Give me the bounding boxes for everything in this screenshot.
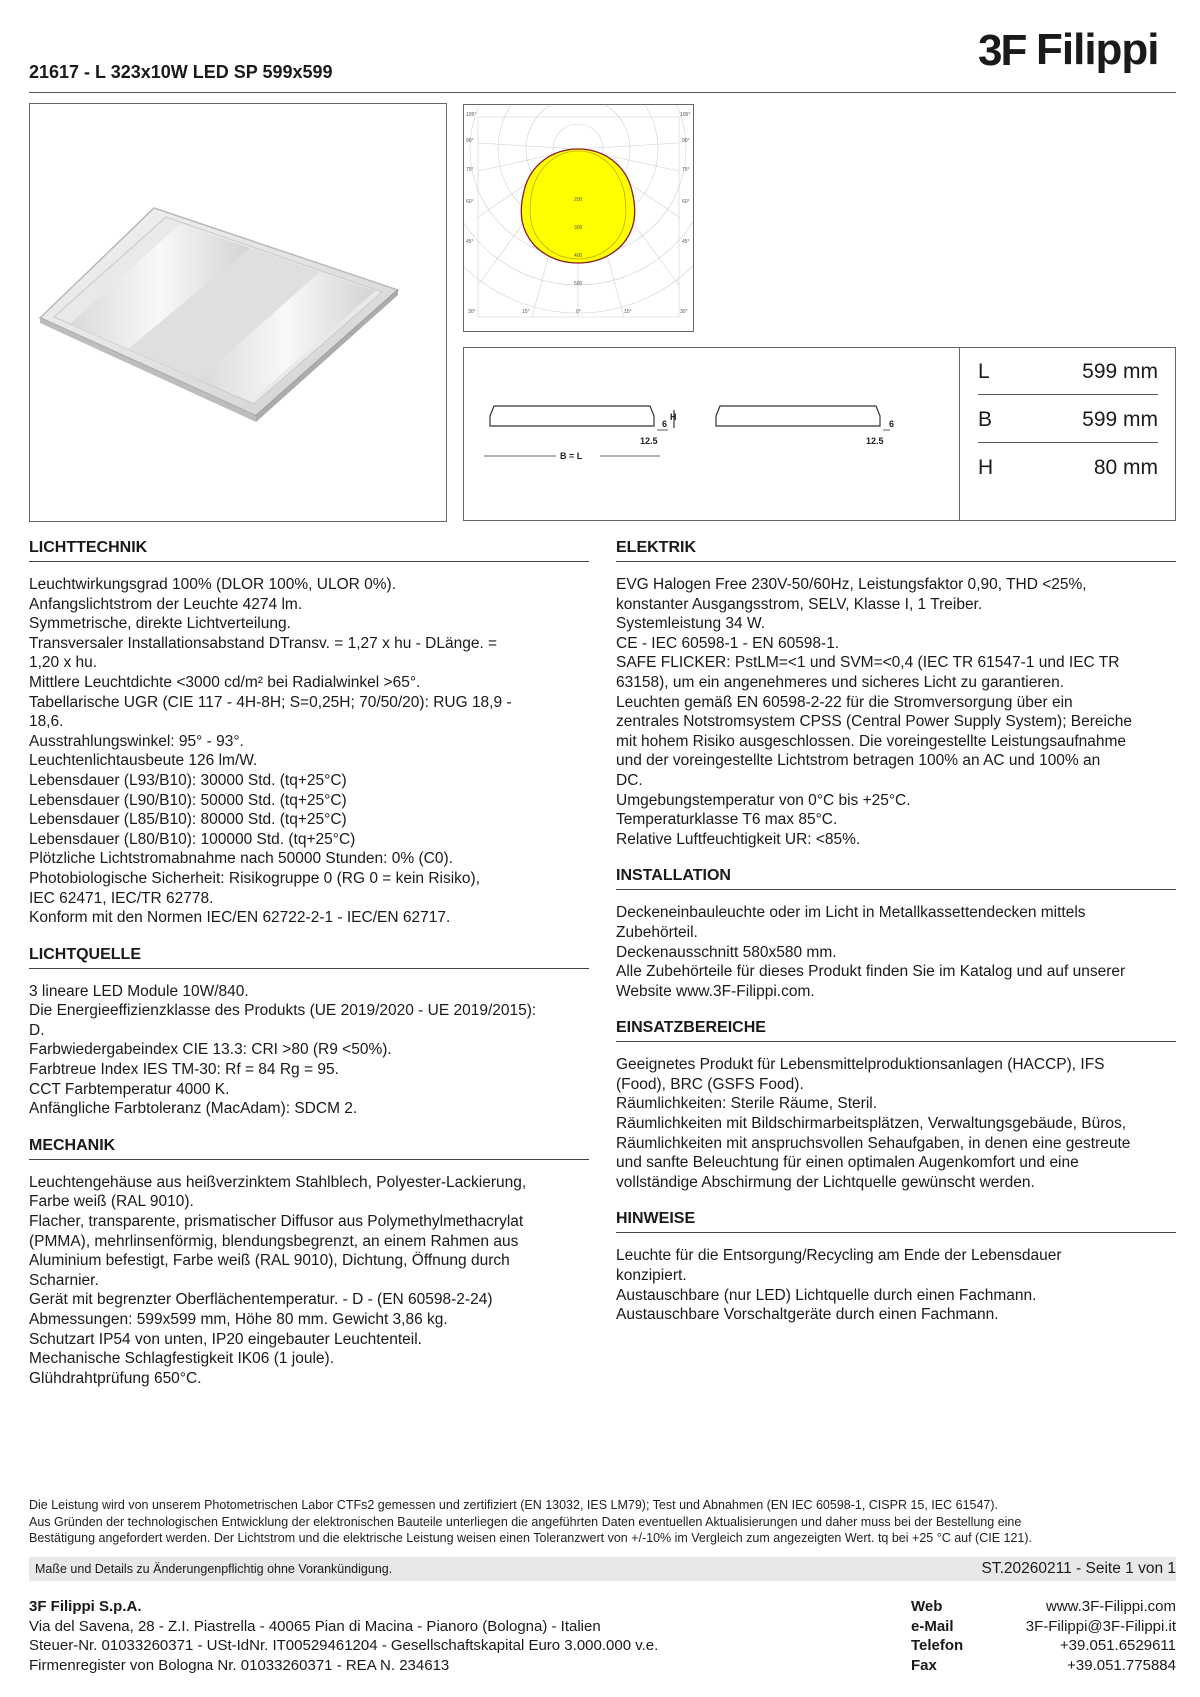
section-line: CE - IEC 60598-1 - EN 60598-1. — [616, 634, 840, 652]
polar-angle-label: 60° — [466, 199, 474, 205]
section-line: Lebensdauer (L90/B10): 50000 Std. (tq+25°C) — [29, 791, 347, 809]
company-tax-info: Steuer-Nr. 01033260371 - USt-IdNr. IT00529461204 - Gesellschaftskapital Euro 3.000.000 v.e. — [29, 1637, 659, 1654]
section-line: Symmetrische, direkte Lichtverteilung. — [29, 615, 291, 633]
section-line: Anfängliche Farbtoleranz (MacAdam): SDCM 2. — [29, 1100, 358, 1118]
disclaimer-text: Maße und Details zu Änderungenpflichtig ohne Vorankündigung. — [35, 1562, 393, 1576]
luminaire-illustration — [30, 104, 446, 521]
section-line: Photobiologische Sicherheit: Risikogruppe 0 (RG 0 = kein Risiko), — [29, 869, 481, 887]
dimension-value: 599 mm — [1082, 408, 1158, 431]
section-line: Lebensdauer (L85/B10): 80000 Std. (tq+25°C) — [29, 811, 347, 829]
polar-radial-label: 200 — [574, 197, 583, 203]
section-title: MECHANIK — [29, 1133, 589, 1160]
footer-note-line: Bestätigung angefordert werden. Der Lichtstrom und die elektrische Leistung weisen einen Toleranzwert von +/-10% im Vergleich zum angezeigten Wert. tq bei +25 °C auf (CIE 121). — [29, 1531, 1033, 1545]
section-body — [616, 562, 1176, 849]
section-body — [29, 1160, 589, 1389]
section-line: Konform mit den Normen IEC/EN 62722-2-1 - IEC/EN 62717. — [29, 909, 451, 927]
dimension-label: H — [978, 456, 994, 479]
dimension-label: B — [978, 408, 993, 431]
polar-curve-outer — [521, 149, 635, 263]
section-line: Austauschbare (nur LED) Lichtquelle durch einen Fachmann. — [616, 1286, 1037, 1304]
polar-angle-label: 0° — [576, 309, 581, 315]
section-line: Temperaturklasse T6 max 85°C. — [616, 811, 838, 829]
section-line: Systemleistung 34 W. — [616, 615, 766, 633]
section-line: Mechanische Schlagfestigkeit IK06 (1 joule). — [29, 1350, 334, 1368]
dimension-row-width — [978, 396, 1158, 443]
polar-angle-label: 45° — [466, 239, 474, 245]
section-line: Alle Zubehörteile für dieses Produkt finden Sie im Katalog und auf unserer — [616, 963, 1126, 981]
product-photo — [29, 103, 447, 522]
section-lichtquelle — [29, 942, 589, 1119]
section-line: Relative Luftfeuchtigkeit UR: <85%. — [616, 830, 861, 848]
section-line: Leuchtenlichtausbeute 126 lm/W. — [29, 752, 258, 770]
dimension-row-length — [978, 348, 1158, 395]
contact-row-fax — [911, 1656, 1176, 1676]
section-line: Leuchtwirkungsgrad 100% (DLOR 100%, ULOR 0%). — [29, 576, 397, 593]
document-code: ST.20260211 - Seite 1 von 1 — [981, 1560, 1176, 1577]
drawing-label-h: H — [670, 412, 677, 422]
section-line: D. — [29, 1021, 45, 1039]
section-title: INSTALLATION — [616, 863, 1176, 890]
section-line: Deckeneinbauleuchte oder im Licht in Metallkassettendecken mittels — [616, 904, 1086, 922]
section-line: CCT Farbtemperatur 4000 K. — [29, 1080, 230, 1098]
dimension-drawing — [463, 347, 959, 521]
section-line: Räumlichkeiten mit anspruchsvollen Sehaufgaben, in denen eine gestreute — [616, 1134, 1131, 1152]
section-line: 63158), um ein angenehmeres und sicheres Licht zu garantieren. — [616, 673, 1065, 691]
header-divider — [29, 92, 1176, 93]
section-installation — [616, 863, 1176, 1001]
section-line: Geeignetes Produkt für Lebensmittelproduktionsanlagen (HACCP), IFS — [616, 1056, 1105, 1074]
polar-angle-label: 30° — [680, 309, 688, 315]
section-line: (Food), BRC (GSFS Food). — [616, 1075, 804, 1093]
polar-angle-label: 75° — [466, 167, 474, 173]
section-line: mit hohem Risiko ausgeschlossen. Die voreingestellte Leistungsaufnahme — [616, 732, 1127, 750]
section-line: Zubehörteil. — [616, 923, 698, 941]
section-line: Flacher, transparente, prismatischer Diffusor aus Polymethylmethacrylat — [29, 1213, 524, 1231]
section-body — [29, 969, 589, 1119]
dimension-label: L — [978, 360, 990, 383]
section-line: Abmessungen: 599x599 mm, Höhe 80 mm. Gewicht 3,86 kg. — [29, 1311, 448, 1328]
section-body — [29, 562, 589, 928]
footer-note-line: Die Leistung wird von unserem Photometrischen Labor CTFs2 gemessen und zertifiziert (EN 13032, IES LM79); Test und Abnahmen (EN IEC 60598-1, CISPR 15, IEC 61547). — [29, 1498, 999, 1512]
section-line: Räumlichkeiten: Sterile Räume, Steril. — [616, 1095, 878, 1113]
company-name: 3F Filippi S.p.A. — [29, 1598, 142, 1615]
section-body — [616, 890, 1176, 1001]
section-line: konzipiert. — [616, 1267, 687, 1285]
section-line: Lebensdauer (L93/B10): 30000 Std. (tq+25°C) — [29, 771, 347, 789]
section-hinweise — [616, 1206, 1176, 1324]
polar-radial-label: 300 — [574, 225, 583, 231]
section-line: Aluminium befestigt, Farbe weiß (RAL 9010), Dichtung, Öffnung durch — [29, 1252, 510, 1270]
section-title: LICHTTECHNIK — [29, 535, 589, 562]
polar-angle-label: 90° — [682, 138, 690, 144]
drawing-label-6: 6 — [662, 419, 668, 429]
section-line: IEC 62471, IEC/TR 62778. — [29, 889, 214, 907]
section-line: 3 lineare LED Module 10W/840. — [29, 982, 249, 1000]
drawing-label-6: 6 — [889, 419, 895, 429]
section-lichttechnik — [29, 535, 589, 928]
section-line: Austauschbare Vorschaltgeräte durch einen Fachmann. — [616, 1306, 999, 1324]
footer-notes — [29, 1497, 1179, 1547]
section-title: ELEKTRIK — [616, 535, 1176, 562]
polar-angle-label: 105° — [466, 112, 477, 118]
polar-angle-label: 105° — [680, 112, 691, 118]
section-line: (PMMA), mehrlinsenförmig, blendungsbegrenzt, an einem Rahmen aus — [29, 1232, 519, 1250]
section-line: Mittlere Leuchtdichte <3000 cd/m² bei Radialwinkel >65°. — [29, 673, 421, 691]
section-line: Lebensdauer (L80/B10): 100000 Std. (tq+25°C) — [29, 830, 356, 848]
drawing-label-b-l: B = L — [560, 451, 583, 461]
brand-logo — [978, 26, 1178, 76]
section-line: EVG Halogen Free 230V-50/60Hz, Leistungsfaktor 0,90, THD <25%, — [616, 576, 1087, 593]
section-title: LICHTQUELLE — [29, 942, 589, 969]
polar-angle-label: 60° — [682, 199, 690, 205]
contact-label: Fax — [911, 1656, 937, 1674]
polar-angle-label: 30° — [468, 309, 476, 315]
section-elektrik — [616, 535, 1176, 849]
contact-label: e-Mail — [911, 1617, 954, 1635]
footer-bar — [29, 1557, 1176, 1581]
section-einsatzbereiche — [616, 1015, 1176, 1192]
section-title: HINWEISE — [616, 1206, 1176, 1233]
section-line: Die Energieeffizienzklasse des Produkts (UE 2019/2020 - UE 2019/2015): — [29, 1002, 537, 1020]
brand-mark: 3F — [978, 26, 1026, 75]
polar-angle-label: 15° — [522, 309, 530, 315]
polar-angle-label: 75° — [682, 167, 690, 173]
section-body — [616, 1042, 1176, 1192]
section-line: Glühdrahtprüfung 650°C. — [29, 1369, 202, 1387]
fax-number: +39.051.775884 — [1067, 1656, 1176, 1674]
footer-note-line: Aus Gründen der technologischen Entwicklung der elektronischen Bauteile unterliegen die angeführten Daten eventuellen Aktualisierungen und daher muss bei der Bestellung eine — [29, 1514, 1022, 1529]
section-line: Transversaler Installationsabstand DTransv. = 1,27 x hu - DLänge. = — [29, 634, 498, 652]
phone-number: +39.051.6529611 — [1059, 1637, 1176, 1654]
brand-name: Filippi — [1036, 25, 1159, 74]
section-line: Umgebungstemperatur von 0°C bis +25°C. — [616, 791, 911, 809]
contact-row-web — [911, 1597, 1176, 1617]
contact-info — [911, 1597, 1176, 1675]
contact-label: Web — [911, 1598, 943, 1615]
section-line: DC. — [616, 771, 643, 789]
polar-angle-label: 15° — [624, 309, 632, 315]
section-title: EINSATZBEREICHE — [616, 1015, 1176, 1042]
company-register: Firmenregister von Bologna Nr. 01033260371 - REA N. 234613 — [29, 1656, 450, 1674]
product-title: 21617 - L 323x10W LED SP 599x599 — [29, 62, 333, 82]
polar-angle-label: 45° — [682, 239, 690, 245]
section-body — [616, 1233, 1176, 1324]
section-line: Plötzliche Lichtstromabnahme nach 50000 Stunden: 0% (C0). — [29, 850, 453, 868]
section-line: Leuchten gemäß EN 60598-2-22 für die Stromversorgung über ein — [616, 693, 1073, 711]
company-info — [29, 1597, 658, 1675]
dimensions-table — [959, 347, 1176, 521]
section-line: Farbtreue Index IES TM-30: Rf = 84 Rg = 95. — [29, 1061, 339, 1079]
section-line: SAFE FLICKER: PstLM=<1 und SVM=<0,4 (IEC TR 61547-1 und IEC TR — [616, 654, 1120, 672]
website-link[interactable]: www.3F-Filippi.com — [1045, 1598, 1176, 1615]
drawing-label-12-5: 12.5 — [640, 436, 658, 446]
contact-row-phone — [911, 1636, 1176, 1656]
dimension-value: 80 mm — [1093, 456, 1158, 479]
drawing-label-12-5: 12.5 — [866, 436, 884, 446]
dimension-value: 599 mm — [1082, 360, 1158, 383]
section-line: Tabellarische UGR (CIE 117 - 4H-8H; S=0,25H; 70/50/20): RUG 18,9 - — [29, 693, 512, 711]
section-line: Scharnier. — [29, 1271, 99, 1289]
section-line: Website www.3F-Filippi.com. — [616, 982, 815, 1000]
polar-light-distribution-diagram — [463, 104, 694, 332]
dimension-row-height — [978, 444, 1158, 491]
section-line: konstanter Ausgangsstrom, SELV, Klasse I, 1 Treiber. — [616, 595, 983, 613]
section-line: Deckenausschnitt 580x580 mm. — [616, 943, 837, 961]
email-link[interactable]: 3F-Filippi@3F-Filippi.it — [1025, 1617, 1176, 1635]
section-line: zentrales Notstromsystem CPSS (Central Power Supply System); Bereiche — [616, 713, 1132, 731]
section-line: Farbe weiß (RAL 9010). — [29, 1193, 194, 1211]
section-line: Räumlichkeiten mit Bildschirmarbeitsplätzen, Verwaltungsgebäude, Büros, — [616, 1115, 1127, 1133]
section-line: vollständige Abschirmung der Lichtquelle gewünscht werden. — [616, 1173, 1035, 1191]
polar-radial-label: 400 — [574, 253, 583, 259]
company-address: Via del Savena, 28 - Z.I. Piastrella - 40065 Pian di Macina - Pianoro (Bologna) - Italien — [29, 1617, 601, 1635]
section-line: 18,6. — [29, 713, 64, 731]
right-column — [616, 535, 1176, 1325]
left-column — [29, 535, 589, 1388]
section-line: Leuchtengehäuse aus heißverzinktem Stahlblech, Polyester-Lackierung, — [29, 1173, 527, 1191]
section-mechanik — [29, 1133, 589, 1389]
contact-row-email — [911, 1617, 1176, 1637]
section-line: Gerät mit begrenzter Oberflächentemperatur. - D - (EN 60598-2-24) — [29, 1291, 493, 1309]
polar-radial-label: 500 — [574, 281, 583, 287]
section-line: Farbwiedergabeindex CIE 13.3: CRI >80 (R9 <50%). — [29, 1041, 392, 1059]
section-line: und sanfte Beleuchtung für einen optimalen Augenkomfort und eine — [616, 1154, 1079, 1172]
section-line: 1,20 x hu. — [29, 654, 98, 672]
contact-label: Telefon — [911, 1637, 964, 1654]
section-line: Ausstrahlungswinkel: 95° - 93°. — [29, 732, 244, 750]
section-line: Leuchte für die Entsorgung/Recycling am Ende der Lebensdauer — [616, 1247, 1062, 1265]
section-line: Schutzart IP54 von unten, IP20 eingebauter Leuchtenteil. — [29, 1330, 422, 1348]
section-line: Anfangslichtstrom der Leuchte 4274 lm. — [29, 595, 303, 613]
section-line: und der voreingestellte Lichtstrom betragen 100% an AC und 100% an — [616, 752, 1101, 770]
polar-angle-label: 90° — [466, 138, 474, 144]
